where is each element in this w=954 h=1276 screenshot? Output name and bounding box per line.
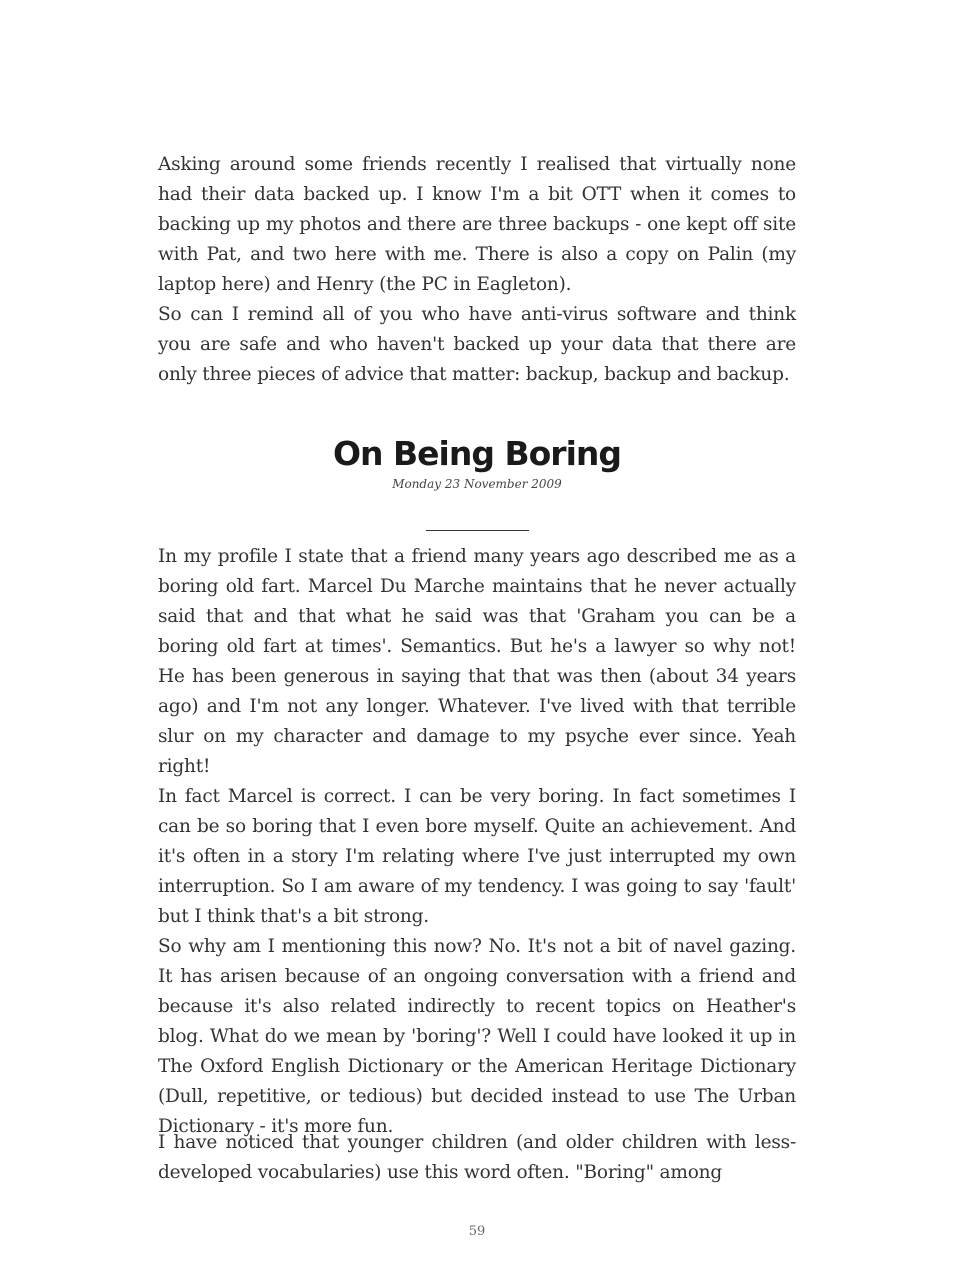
post-title: On Being Boring (332, 434, 621, 473)
page-number: 59 (468, 1224, 486, 1239)
paragraph: In fact Marcel is correct. I can be very boring. In fact sometimes I can be so boring that I even bore myself. Quite an achievement. And it's often in a story I'm relating where I've just interrupted my own interruption. So I am aware of my tendency. I was going to say 'fault' but I think that's a bit strong. (158, 786, 796, 927)
paragraph: Asking around some friends recently I realised that virtually none had their data backed up. I know I'm a bit OTT when it comes to backing up my photos and there are three backups - one kept off site with Pat, and two here with me. There is also a copy on Palin (my laptop here) and Henry (the PC in Eagleton). (158, 154, 796, 295)
post-body-continued (158, 1128, 796, 1188)
paragraph: In my profile I state that a friend many years ago described me as a boring old fart. Marcel Du Marche maintains that he never actually said that and that what he said was that 'Graham you can be a boring old fart at times'. Semantics. But he's a lawyer so why not! He has been generous in saying that that was then (about 34 years ago) and I'm not any longer. Whatever. I've lived with that terrible slur on my character and damage to my psyche ever since. Yeah right! (158, 546, 796, 777)
post-date: Monday 23 November 2009 (392, 477, 562, 491)
paragraph: So can I remind all of you who have anti-virus software and think you are safe and who haven't backed up your data that there are only three pieces of advice that matter: backup, backup and backup. (158, 304, 796, 385)
post-body (158, 542, 796, 1142)
paragraph: So why am I mentioning this now? No. It's not a bit of navel gazing. It has arisen because of an ongoing conversation with a friend and because it's also related indirectly to recent topics on Heather's blog. What do we mean by 'boring'? Well I could have looked it up in The Oxford English Dictionary or the American Heritage Dictionary (Dull, repetitive, or tedious) but decided instead to use The Urban Dictionary - it's more fun. (158, 936, 796, 1137)
intro-section (158, 150, 796, 390)
paragraph: I have noticed that younger children (and older children with less-developed vocabularies) use this word often. "Boring" among (158, 1132, 796, 1183)
divider (426, 530, 529, 531)
